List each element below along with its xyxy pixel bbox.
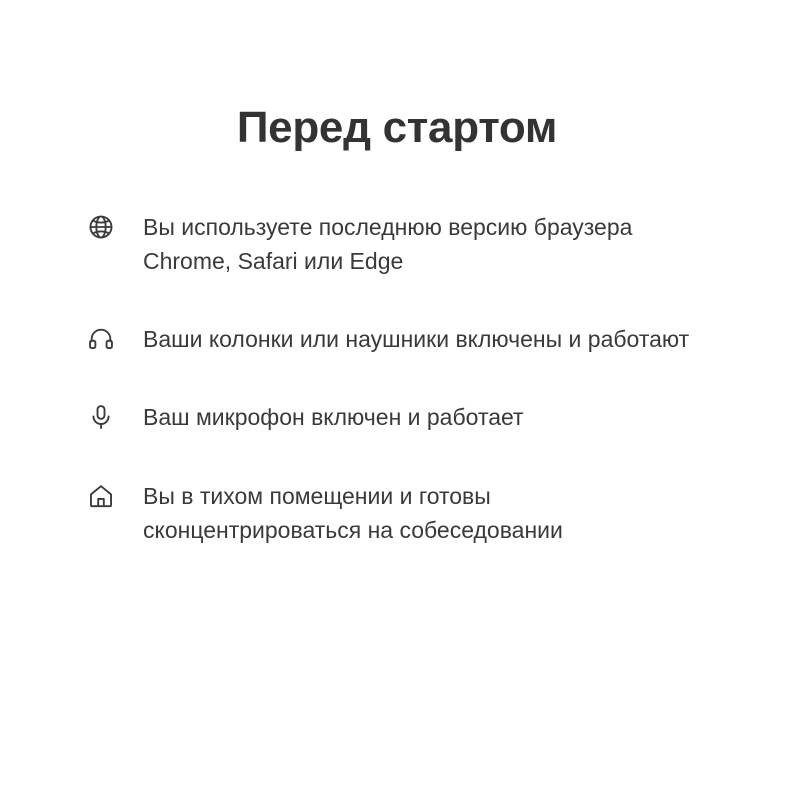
list-item-label: Ваши колонки или наушники включены и работают bbox=[143, 326, 690, 353]
microphone-icon bbox=[87, 400, 143, 431]
list-item-label: Вы в тихом помещении и готовы сконцентрироваться на собеседовании bbox=[143, 482, 563, 543]
headphones-icon bbox=[87, 322, 143, 353]
list-item-label: Ваш микрофон включен и работает bbox=[143, 404, 524, 431]
list-item bbox=[87, 210, 707, 278]
list-item bbox=[87, 322, 707, 356]
list-item-label: Вы используете последнюю версию браузера Chrome, Safari или Edge bbox=[143, 214, 633, 275]
page-title: Перед стартом bbox=[236, 103, 558, 152]
list-item bbox=[87, 479, 707, 547]
globe-icon bbox=[87, 210, 143, 241]
list-item bbox=[87, 400, 707, 434]
home-icon bbox=[87, 479, 143, 510]
requirements-checklist bbox=[87, 210, 707, 546]
